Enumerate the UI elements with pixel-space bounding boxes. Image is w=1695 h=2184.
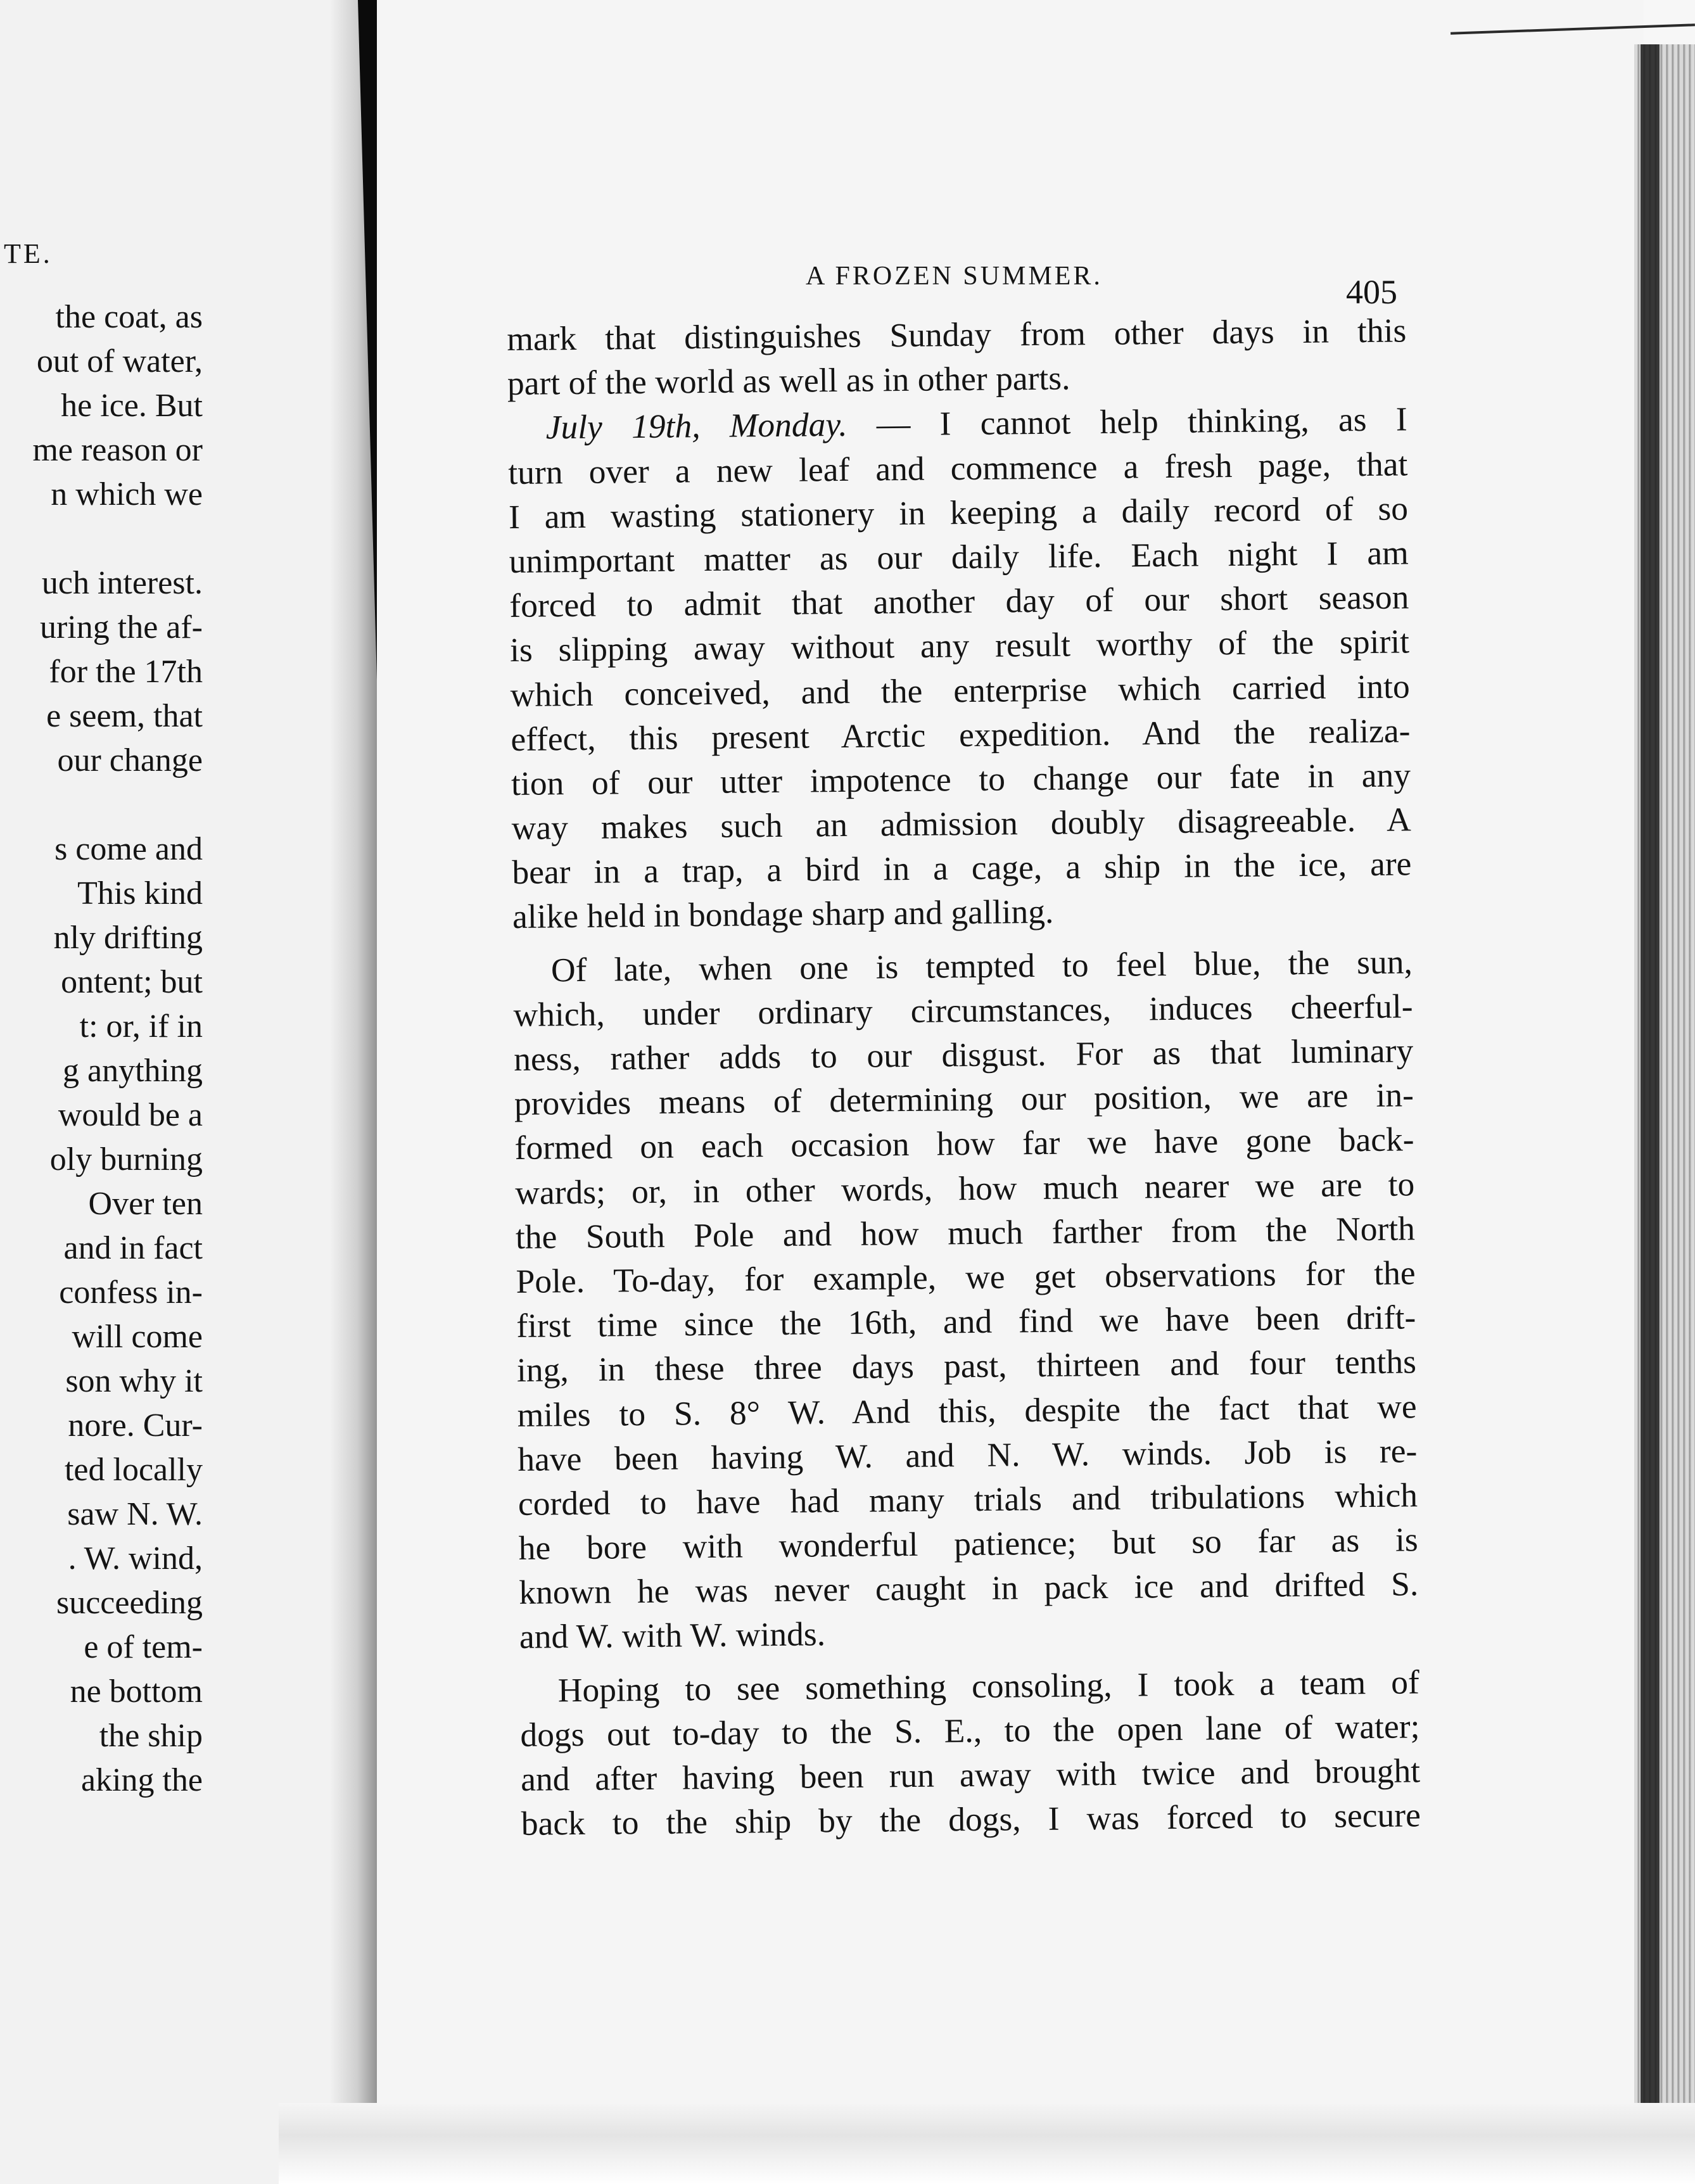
cover-edge	[1641, 44, 1660, 2184]
text-line: he bore with wonderful patience; but so far as is	[518, 1520, 1418, 1567]
left-text-line: would be a	[58, 1097, 203, 1133]
bottom-shadow	[279, 2103, 1695, 2184]
text-line: mark that distinguishes Sunday from other days in this	[507, 311, 1407, 358]
text-line: and W. with W. winds.	[519, 1615, 826, 1656]
left-text-line: saw N. W.	[67, 1496, 203, 1532]
left-text-line: he ice. But	[61, 388, 203, 424]
text-line: provides means of determining our position, we are in-	[514, 1076, 1414, 1123]
text-line: tion of our utter impotence to change our fate in any	[511, 756, 1411, 803]
text-line: have been having W. and N. W. winds. Job is re-	[517, 1431, 1418, 1478]
left-text-line: e seem, that	[46, 698, 203, 734]
page-number: 405	[1346, 273, 1397, 311]
left-text-line: s come and	[54, 831, 203, 867]
text-line: corded to have had many trials and tribulations which	[517, 1476, 1418, 1523]
left-text-line: This kind	[77, 875, 203, 911]
left-text-line: . W. wind,	[68, 1540, 203, 1577]
left-running-head: TE.	[4, 238, 53, 269]
text-line: ness, rather adds to our disgust. For as that luminary	[513, 1031, 1414, 1078]
text-line: forced to admit that another day of our short season	[509, 578, 1409, 625]
left-text-line: out of water,	[36, 343, 203, 379]
text-line: bear in a trap, a bird in a cage, a ship in the ice, are	[512, 844, 1412, 892]
text-line: turn over a new leaf and commence a fresh page, that	[508, 444, 1408, 492]
text-line: dogs out to-day to the S. E., to the open lane of water;	[520, 1707, 1420, 1754]
entry-text: — I cannot help thinking, as I	[847, 400, 1407, 444]
entry-date: July 19th, Monday.	[545, 405, 848, 447]
left-text-line: succeeding	[56, 1585, 203, 1621]
left-text-line: n which we	[51, 476, 203, 512]
text-line: the South Pole and how much farther from the North	[515, 1209, 1416, 1256]
left-text-line: nly drifting	[53, 920, 203, 956]
left-text-line: our change	[57, 742, 203, 778]
text-line: first time since the 16th, and find we have been drift-	[516, 1298, 1416, 1345]
left-text-line: aking the	[80, 1762, 203, 1798]
running-head: A FROZEN SUMMER.	[806, 262, 1103, 291]
text-line: way makes such an admission doubly disagreeable. A	[511, 800, 1411, 848]
left-text-line: ontent; but	[61, 964, 203, 1000]
text-line: alike held in bondage sharp and galling.	[512, 892, 1054, 936]
left-text-line: me reason or	[32, 432, 203, 468]
text-line: and after having been run away with twice and brought	[520, 1751, 1421, 1798]
left-text-line: uring the af-	[39, 609, 203, 645]
left-text-line: will come	[72, 1319, 203, 1355]
left-text-line: for the 17th	[49, 654, 203, 690]
text-line: formed on each occasion how far we have gone back-	[514, 1120, 1414, 1167]
left-text-line: confess in-	[59, 1274, 203, 1311]
text-line: known he was never caught in pack ice and drifted S.	[519, 1565, 1419, 1612]
text-line: effect, this present Arctic expedition. And the realiza-	[511, 711, 1411, 758]
text-line: wards; or, in other words, how much nearer we are to	[514, 1164, 1415, 1212]
text-line	[507, 397, 1407, 450]
text-line: Pole. To-day, for example, we get observations for the	[516, 1254, 1416, 1300]
left-text-line: the ship	[99, 1718, 203, 1754]
body-text	[507, 308, 1421, 1846]
left-text-line: ne bottom	[70, 1673, 203, 1710]
left-text-line: the coat, as	[55, 299, 203, 335]
text-line: is slipping away without any result worthy of the spirit	[509, 622, 1410, 670]
left-text-line: nore. Cur-	[68, 1407, 203, 1444]
text-line: Hoping to see something consoling, I took a team of	[557, 1662, 1420, 1709]
text-line: ing, in these three days past, thirteen and four tenths	[516, 1342, 1417, 1390]
text-line: Of late, when one is tempted to feel blue, the sun,	[550, 942, 1413, 989]
left-text-line: t: or, if in	[79, 1008, 203, 1044]
text-line: unimportant matter as our daily life. Each night I am	[509, 533, 1409, 580]
left-page	[0, 0, 364, 2184]
text-line: miles to S. 8° W. And this, despite the fact that we	[517, 1387, 1417, 1434]
text-line: which conceived, and the enterprise which carried into	[510, 666, 1410, 714]
left-text-line: Over ten	[88, 1186, 203, 1222]
left-text-line: uch interest.	[41, 565, 203, 601]
text-line: I am wasting stationery in keeping a daily record of so	[508, 489, 1409, 536]
text-line: part of the world as well as in other parts.	[507, 359, 1070, 403]
left-text-line: e of tem-	[84, 1629, 203, 1665]
left-text-line: and in fact	[63, 1230, 203, 1266]
left-text-line: oly burning	[49, 1141, 203, 1178]
left-text-line: ted locally	[64, 1452, 203, 1488]
text-line: which, under ordinary circumstances, induces cheerful-	[513, 987, 1413, 1034]
left-text-line: son why it	[65, 1363, 203, 1399]
left-text-line: g anything	[63, 1053, 203, 1089]
text-line: back to the ship by the dogs, I was forced to secure	[521, 1796, 1421, 1843]
